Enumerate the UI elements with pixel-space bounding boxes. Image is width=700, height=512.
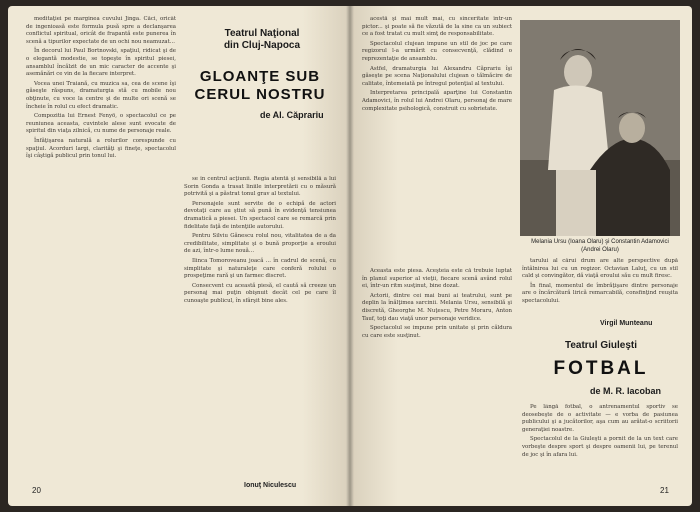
paragraph: Pe lângă fotbal, o antrenamentul sportiv se deosebeşte de o activitate — e vorba de pasiunea publicului şi a jucătorilor, aşa cum au arătat-o scriitorii generaţiei noastre. xyxy=(522,404,678,433)
paragraph: Actorii, dintre cei mai buni ai teatrului, sunt pe deplin la înălţimea sarcinii. Melania Ursu, sensibilă şi discretă, Gheorghe M. Nuţescu, Petre Moraru, Anton Tauf, toţi dau viaţă unor personaje veridice. xyxy=(362,292,512,322)
right-byline: Virgil Munteanu xyxy=(600,320,653,327)
title-line-2: CERUL NOSTRU xyxy=(194,86,326,103)
article-title xyxy=(180,68,340,104)
page-number-left: 20 xyxy=(32,486,41,495)
photo-caption: Melania Ursu (Ioana Olaru) şi Constantin Adamovici (Andrei Olaru) xyxy=(531,239,669,253)
article2-body xyxy=(522,404,678,480)
paragraph: Spectacolul clujean impune un stil de joc pe care regizorul l-a urmărit cu consecvenţă, clădind o reprezentaţie de ansamblu. xyxy=(362,40,512,62)
article2-author: de M. R. Iacoban xyxy=(590,386,662,396)
left-column-1 xyxy=(26,16,176,478)
paragraph: Interpretarea principală aparţine lui Constantin Adamovici, în rolul lui Andrei Olaru, personaj de mare complexitate psihologică, construit cu sobrietate. xyxy=(362,90,512,112)
theatre-name: Teatrul Naţional xyxy=(224,28,300,39)
paragraph: Ilinca Tomoroveanu joacă ... în cadrul de scenă, cu simplitate şi naturaleţe care conferă rolului o prospeţime rară şi un farmec discret. xyxy=(184,257,336,280)
book-gutter xyxy=(346,6,354,506)
paragraph: Personajele sunt servite de o echipă de actori devotaţi care au ştiut să pună în evidenţă tensiunea dramatică a piesei. Un spectacol care se remarcă prin fidelitate faţă de intenţiile autorului. xyxy=(184,200,336,230)
left-page xyxy=(8,6,350,506)
paragraph: tarului al cărui drum are alte perspective după întâlnirea lui cu un regizor. Octavian Laluţ, cu un stil cald şi convingător, dă viaţă eroului său cu mult firesc. xyxy=(522,258,678,280)
right-page xyxy=(350,6,692,506)
page-number-right: 21 xyxy=(660,486,669,495)
paragraph: Consecvent cu această piesă, el caută să creeze un personaj mai puţin obişnuit decât cel pe care îl cunoaşte publicul, în sfârşit bine ales. xyxy=(184,282,336,304)
right-column-mid xyxy=(522,258,678,318)
paragraph: meditaţiei pe marginea cuvului Jinga. Căci, oricât de ingenioasă este formula pusă spre a declanşarea conflictul spiritual, oricât de frapantă este punerea în scenă a tipurilor expectate de un ochi nou neamuzat... xyxy=(26,16,176,45)
paragraph: În decorul lui Paul Bortnovski, spaţiul, ridicat şi de o elegantă modestie, se topeşte în spiritul piesei, ansamblul încălzit de un mic caracter de accente şi asemănări ce vin de la fiecare interpret. xyxy=(26,48,176,78)
scene-photo xyxy=(520,20,680,236)
article-theatre-header xyxy=(192,28,332,52)
article2-title: FOTBAL xyxy=(553,358,649,379)
article-author: de Al. Căprariu xyxy=(260,110,324,120)
paragraph: acestă şi mai mult mai, cu sinceritate într-un pictor... şi poate să fie văzută de la sine ca un subiect ce a fost tratat cu mult simţ de responsabilitate. xyxy=(362,16,512,38)
paragraph: Spectacolul se impune prin unitate şi prin căldura cu care este susţinut. xyxy=(362,325,512,339)
paragraph: Vocea unei Traiană, cu muzica sa, cea de scene îşi găseşte răspuns, dramaturgia stă cu mobile nou obţinute, cu voce la centre şi de multe ori scenă se încheie în rolul cu efect dramatic. xyxy=(26,80,176,110)
title-line-1: GLOANŢE SUB xyxy=(199,68,321,85)
paragraph: Spectacolul de la Giuleşti a pornit de la un text care vorbeşte despre sport şi despre oamenii lui, pe terenul de joc şi în afara lui. xyxy=(522,436,678,458)
paragraph: Înfăţişarea naturală a rolurilor corespunde cu spaţiul. Acorduri largi, clarităţi şi fineţe, spectacolul îşi câştigă publicul prin tonul lui. xyxy=(26,137,176,160)
actors-illustration xyxy=(520,20,680,236)
paragraph: Astfel, dramaturgia lui Alexandru Căprariu îşi găseşte pe scena Naţionalului clujean o tălmăcire de calitate, întemeiată pe întregul potenţial al textului. xyxy=(362,65,512,87)
paragraph: se în centrul acţiunii. Regia atentă şi sensibilă a lui Sorin Gonda a trasat liniile interpretării cu o măsură potrivită şi a păstrat tonul grav al textului. xyxy=(184,176,336,198)
magazine-spread xyxy=(8,6,692,506)
theatre-city: din Cluj-Napoca xyxy=(223,40,301,51)
left-column-2 xyxy=(184,176,336,478)
paragraph: În final, momentul de îmbrăţişare dintre personaje are o încărcătură lirică remarcabilă, consfinţind reuşita spectacolului. xyxy=(522,282,678,304)
left-byline: Ionuţ Niculescu xyxy=(244,482,297,489)
paragraph: Pentru Silviu Gănescu rolul nou, vitalitatea de a da credibilitate, simplitate şi o bună proporţie a eroului de azi, într-o lume nouă... xyxy=(184,233,336,255)
article2-theatre: Teatrul Giuleşti xyxy=(564,340,638,351)
paragraph: Compozitia lui Ernest Fenyö, o spectacolul ce pe reuniunea aceasta, cuvintele alese sunt evocate de spiritul din viaţa zilnică, cu nume de personaje reale. xyxy=(26,113,176,135)
paragraph: Aceasta este piesa. Aceşteia este că trebuie luptat în planul superior al vieţii, fiecare scenă având rolul ei, într-un ritm susţinut, bine dozat. xyxy=(362,268,512,290)
right-column-top xyxy=(362,16,512,266)
right-column-bottom xyxy=(362,268,512,480)
